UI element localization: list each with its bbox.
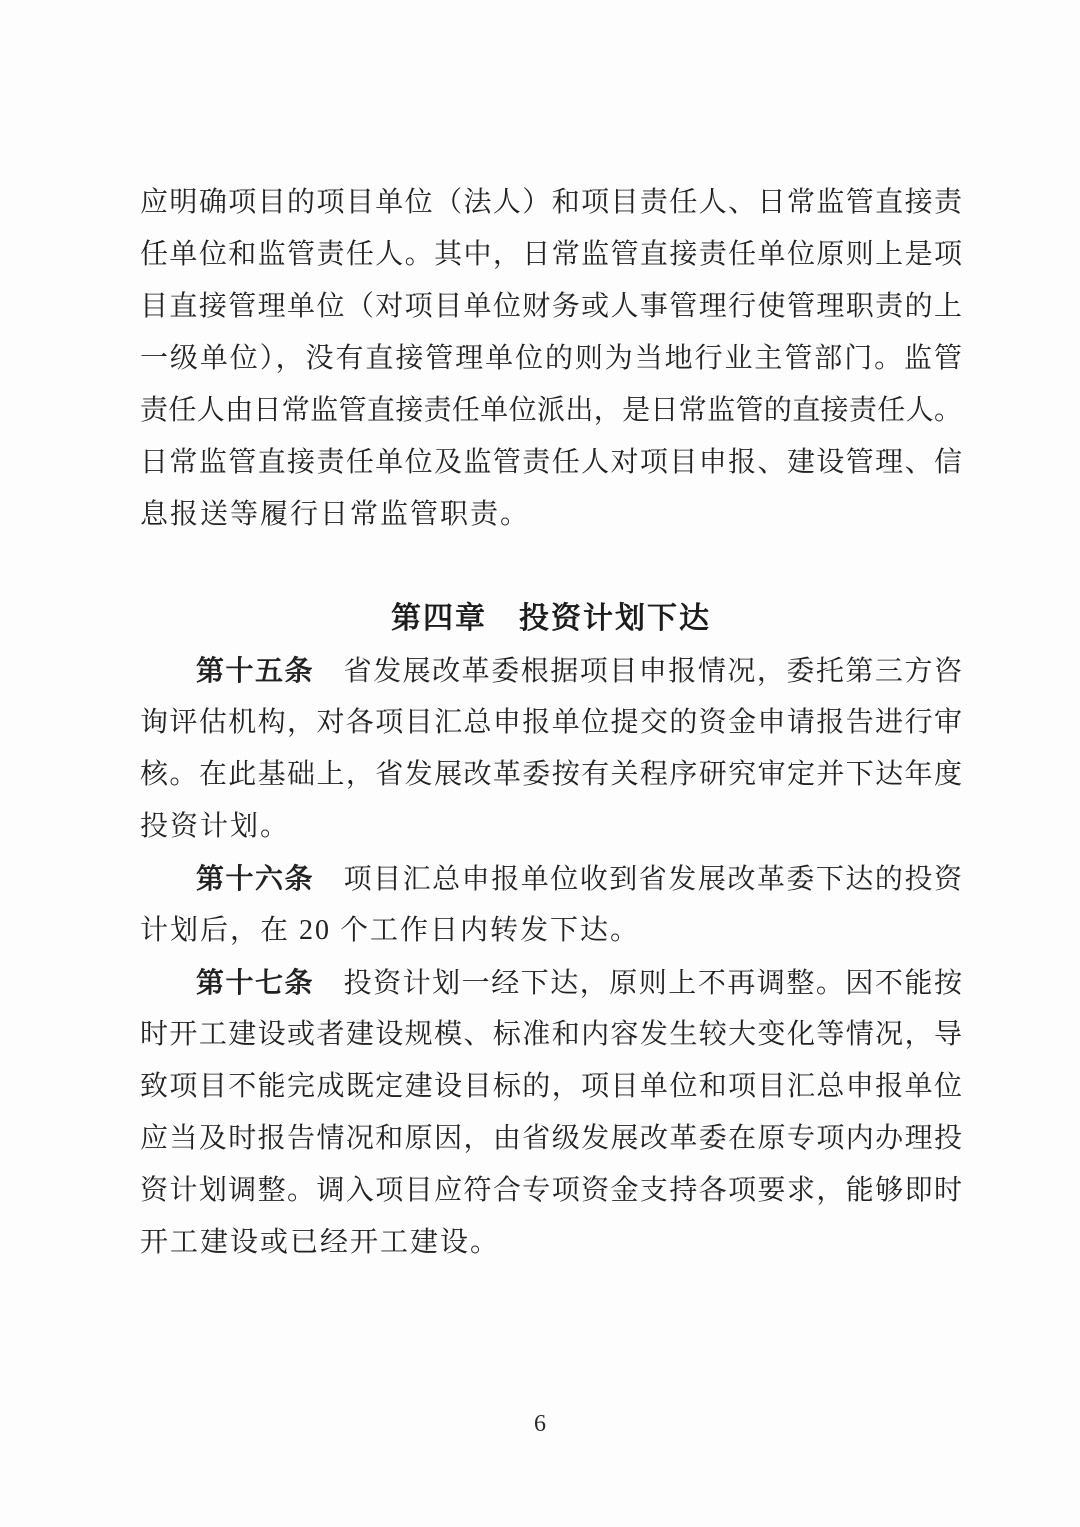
text-line: 目直接管理单位（对项目单位财务或人事管理行使管理职责的上 — [140, 291, 962, 322]
text-line: 日常监管直接责任单位及监管责任人对项目申报、建设管理、信 — [140, 447, 962, 478]
text-line: 责任人由日常监管直接责任单位派出，是日常监管的直接责任人。 — [140, 395, 962, 426]
text-line: 资计划调整。调入项目应符合专项资金支持各项要求，能够即时 — [140, 1175, 962, 1206]
text-line: 任单位和监管责任人。其中，日常监管直接责任单位原则上是项 — [140, 239, 962, 270]
line-text: 省发展改革委根据项目申报情况，委托第三方咨 — [314, 656, 962, 687]
text-line: 询评估机构，对各项目汇总申报单位提交的资金申请报告进行审 — [140, 707, 962, 738]
text-line: 计划后，在 20 个工作日内转发下达。 — [140, 915, 641, 946]
text-line — [140, 853, 962, 905]
text-line: 时开工建设或者建设规模、标准和内容发生较大变化等情况，导 — [140, 1019, 962, 1050]
text-line: 致项目不能完成既定建设目标的，项目单位和项目汇总申报单位 — [140, 1071, 962, 1102]
article-number-lead: 第十五条 — [196, 655, 315, 686]
text-line: 应当及时报告情况和原因，由省级发展改革委在原专项内办理投 — [140, 1123, 962, 1154]
text-block — [140, 177, 962, 1269]
text-line: 开工建设或已经开工建设。 — [140, 1227, 501, 1258]
text-line — [140, 957, 962, 1009]
line-text: 项目汇总申报单位收到省发展改革委下达的投资 — [314, 864, 962, 895]
page-number: 6 — [534, 1411, 546, 1437]
text-line: 应明确项目的项目单位（法人）和项目责任人、日常监管直接责 — [140, 187, 962, 218]
text-line: 一级单位），没有直接管理单位的则为当地行业主管部门。监管 — [140, 343, 962, 374]
article-number-lead: 第十七条 — [196, 967, 315, 998]
text-line: 投资计划。 — [140, 811, 291, 842]
chapter-heading: 第四章 投资计划下达 — [391, 602, 711, 635]
text-line: 核。在此基础上，省发展改革委按有关程序研究审定并下达年度 — [140, 759, 962, 790]
text-line — [140, 645, 962, 697]
article-number-lead: 第十六条 — [196, 863, 315, 894]
text-line: 息报送等履行日常监管职责。 — [140, 499, 531, 530]
line-text: 投资计划一经下达，原则上不再调整。因不能按 — [314, 968, 962, 999]
